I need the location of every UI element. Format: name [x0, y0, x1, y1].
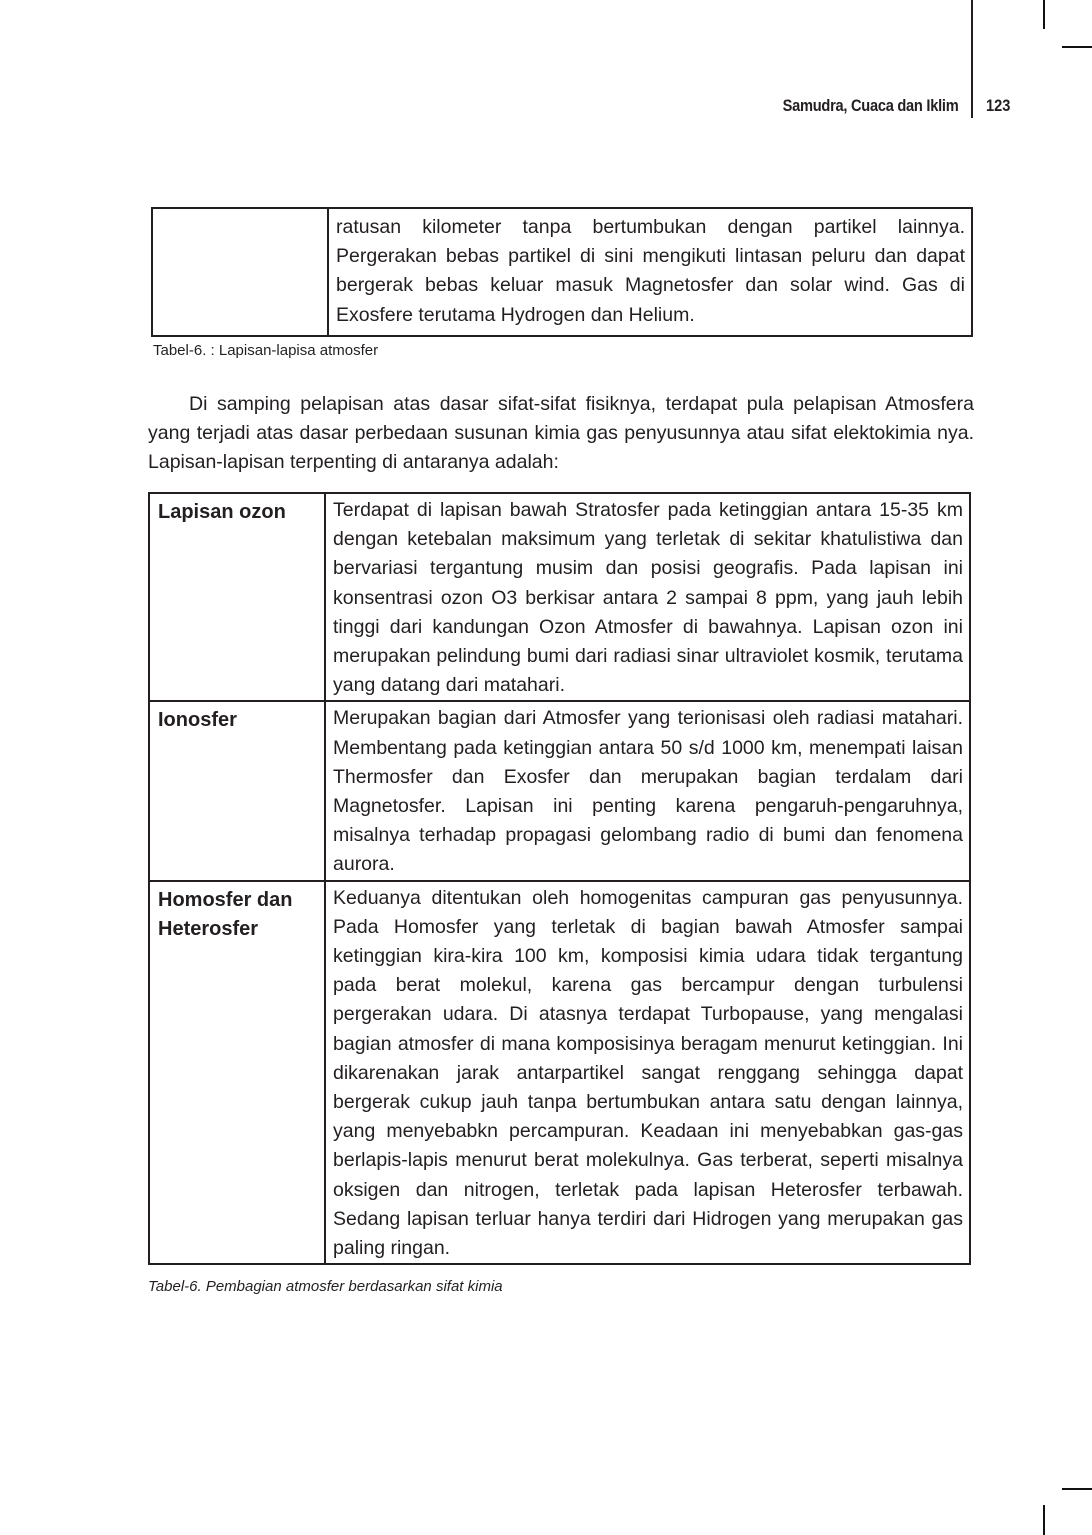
- table-term-cell: Lapisan ozon: [149, 493, 325, 701]
- page-number: 123: [986, 96, 1011, 115]
- crop-mark-top-vertical: [1043, 0, 1045, 29]
- chemical-layers-table: [148, 492, 971, 1265]
- table-description-cell: Terdapat di lapisan bawah Stratosfer pada ketinggian antara 15-35 km dengan ketebalan maksimum yang terletak di sekitar khatulistiwa dan bervariasi tergantung musim dan posisi geografis. Pada lapisan ini konsentrasi ozon O3 berkisar antara 2 sampai 8 ppm, yang jauh lebih tinggi dari kandungan Ozon Atmosfer di bawahnya. Lapisan ozon ini merupakan pelindung bumi dari radiasi sinar ultraviolet kosmik, terutama yang datang dari matahari.: [325, 493, 970, 701]
- table-description-cell: Merupakan bagian dari Atmosfer yang terionisasi oleh radiasi matahari. Membentang pada ketinggian antara 50 s/d 1000 km, menempati laisan Thermosfer dan Exosfer dan merupakan bagian terdalam dari Magnetosfer. Lapisan ini penting karena pengaruh-pengaruhnya, misalnya terhadap propagasi gelombang radio di bumi dan fenomena aurora.: [325, 701, 970, 880]
- table-row: [149, 881, 970, 1265]
- running-header-title: Samudra, Cuaca dan Iklim: [782, 96, 958, 115]
- crop-mark-bottom-vertical: [1043, 1505, 1045, 1535]
- table-term-cell: [152, 208, 328, 336]
- table-description-cell: ratusan kilometer tanpa bertumbukan dengan partikel lainnya. Pergerakan bebas partikel di sini mengikuti lintasan peluru dan dapat bergerak bebas keluar masuk Magnetosfer dan solar wind. Gas di Exosfere terutama Hydrogen dan Helium.: [328, 208, 972, 336]
- table-caption: Tabel-6. : Lapisan-lapisa atmosfer: [153, 342, 379, 359]
- atmosphere-layers-table-continued: [151, 207, 973, 337]
- table-description-cell: Keduanya ditentukan oleh homogenitas campuran gas penyusunnya. Pada Homosfer yang terletak di bagian bawah Atmosfer sampai ketinggian kira-kira 100 km, komposisi kimia udara tidak tergantung pada berat molekul, karena gas bercampur dengan turbulensi pergerakan udara. Di atasnya terdapat Turbopause, yang mengalasi bagian atmosfer di mana komposisinya beragam menurut ketinggian. Ini dikarenakan jarak antarpartikel sangat renggang sehingga dapat bergerak cukup jauh tanpa bertumbukan antara satu dengan lainnya, yang menyebabkn percampuran. Keadaan ini menyebabkan gas-gas berlapis-lapis menurut berat molekulnya. Gas terberat, seperti misalnya oksigen dan nitrogen, terletak pada lapisan Heterosfer terbawah. Sedang lapisan terluar hanya terdiri dari Hidrogen yang merupakan gas paling ringan.: [325, 881, 970, 1265]
- crop-mark-top-horizontal: [1062, 46, 1092, 48]
- table-row: [149, 701, 970, 880]
- table-term-cell: Homosfer dan Heterosfer: [149, 881, 325, 1265]
- table-caption: Tabel-6. Pembagian atmosfer berdasarkan sifat kimia: [148, 1278, 503, 1295]
- body-paragraph: Di samping pelapisan atas dasar sifat-sifat fisiknya, terdapat pula pelapisan Atmosfera yang terjadi atas dasar perbedaan susunan kimia gas penyusunnya atau sifat elektokimia nya. Lapisan-lapisan terpenting di antaranya adalah:: [148, 393, 974, 473]
- table-term-cell: Ionosfer: [149, 701, 325, 880]
- crop-mark-bottom-horizontal: [1062, 1488, 1092, 1490]
- table-row: [149, 493, 970, 701]
- table-row: [152, 208, 972, 336]
- header-divider: [971, 0, 973, 118]
